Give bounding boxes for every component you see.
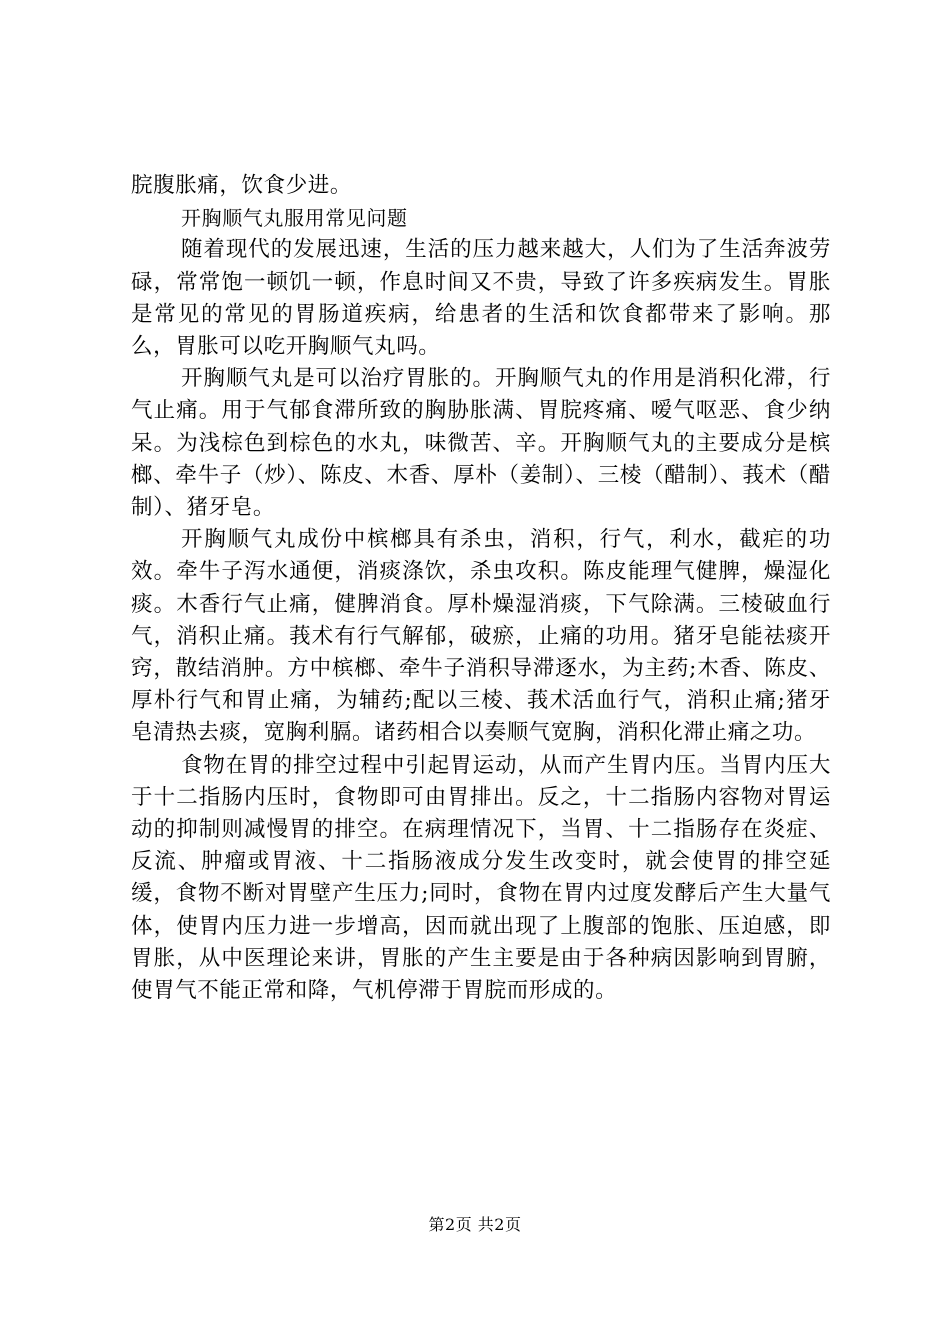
document-body xyxy=(131,170,831,1007)
paragraph-effects: 开胸顺气丸是可以治疗胃胀的。开胸顺气丸的作用是消积化滞，行气止痛。用于气郁食滞所致的胸胁胀满、胃脘疼痛、嗳气呕恶、食少纳呆。为浅棕色到棕色的水丸，味微苦、辛。开胸顺气丸的主要成分是槟榔、牵牛子（炒）、陈皮、木香、厚朴（姜制）、三棱（醋制）、莪术（醋制）、猪牙皂。 xyxy=(131,366,831,521)
paragraph-continuation: 脘腹胀痛，饮食少进。 xyxy=(131,173,353,198)
paragraph-ingredients: 开胸顺气丸成份中槟榔具有杀虫，消积，行气，利水，截疟的功效。牵牛子泻水通便，消痰涤饮，杀虫攻积。陈皮能理气健脾，燥湿化痰。木香行气止痛，健脾消食。厚朴燥湿消痰，下气除满。三棱破血行气，消积止痛。莪术有行气解郁，破瘀，止痛的功用。猪牙皂能祛痰开窍，散结消肿。方中槟榔、牵牛子消积导滞逐水，为主药;木香、陈皮、厚朴行气和胃止痛，为辅药;配以三棱、莪术活血行气，消积止痛;猪牙皂清热去痰，宽胸利膈。诸药相合以奏顺气宽胸，消积化滞止痛之功。 xyxy=(131,527,831,746)
paragraph-mechanism: 食物在胃的排空过程中引起胃运动，从而产生胃内压。当胃内压大于十二指肠内压时，食物即可由胃排出。反之，十二指肠内容物对胃运动的抑制则减慢胃的排空。在病理情况下，当胃、十二指肠存在炎症、反流、肿瘤或胃液、十二指肠液成分发生改变时，就会使胃的排空延缓，食物不断对胃壁产生压力;同时，食物在胃内过度发酵后产生大量气体，使胃内压力进一步增高，因而就出现了上腹部的饱胀、压迫感，即胃胀，从中医理论来讲，胃胀的产生主要是由于各种病因影响到胃腑，使胃气不能正常和降，气机停滞于胃脘而形成的。 xyxy=(131,752,831,1004)
page-number-footer: 第2页 共2页 xyxy=(428,1215,522,1234)
paragraph-intro: 随着现代的发展迅速，生活的压力越来越大，人们为了生活奔波劳碌，常常饱一顿饥一顿，作息时间又不贵，导致了许多疾病发生。胃胀是常见的常见的胃肠道疾病，给患者的生活和饮食都带来了影响。那么，胃胀可以吃开胸顺气丸吗。 xyxy=(131,237,831,360)
section-heading: 开胸顺气丸服用常见问题 xyxy=(181,206,408,231)
